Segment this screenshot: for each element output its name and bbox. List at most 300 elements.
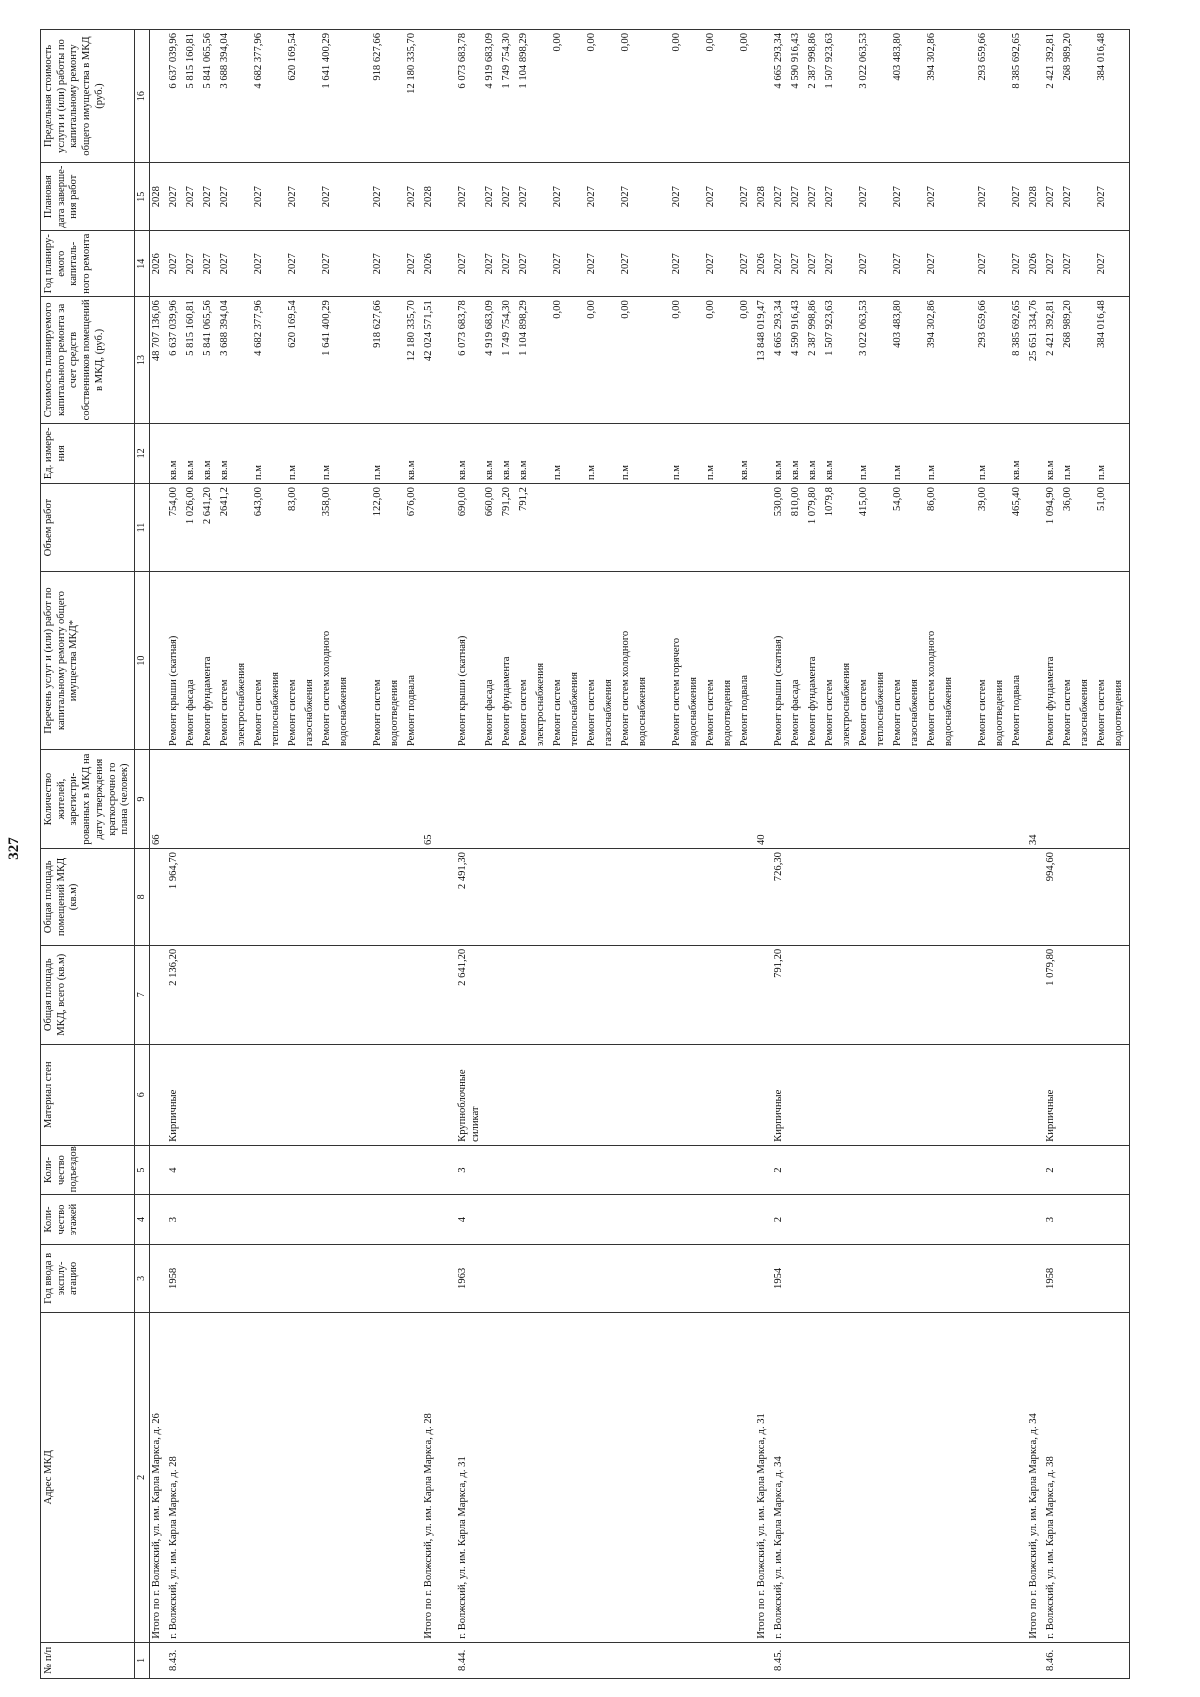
- residents-cell: [1112, 750, 1130, 849]
- rooms-area-cell: [755, 849, 772, 946]
- floors-cell: [303, 1195, 320, 1244]
- residents-cell: [354, 750, 371, 849]
- repair-cost-cell: [269, 297, 286, 423]
- wall-material-cell: [636, 1044, 653, 1145]
- work-type-cell: Ремонт систем: [1095, 572, 1112, 750]
- row-number: [320, 1642, 337, 1678]
- wall-material-cell: [585, 1044, 602, 1145]
- address-cell: [1112, 1312, 1130, 1642]
- unit-cell: п.м: [585, 423, 602, 483]
- max-cost-cell: 3 688 394,04: [218, 30, 235, 163]
- column-header: Перечень услуг и (или) работ по капитальному ремонту общего имущества МКД*: [41, 572, 135, 750]
- work-volume-cell: 2641,2: [218, 484, 235, 572]
- work-volume-cell: [303, 484, 320, 572]
- address-cell: [551, 1312, 568, 1642]
- total-area-cell: [993, 945, 1010, 1044]
- year-built-cell: [721, 1244, 738, 1312]
- total-area-cell: [235, 945, 252, 1044]
- address-cell: [1061, 1312, 1078, 1642]
- rooms-area-cell: [976, 849, 993, 946]
- wall-material-cell: [303, 1044, 320, 1145]
- column-number: 5: [134, 1145, 149, 1194]
- year-built-cell: [286, 1244, 303, 1312]
- work-type-cell: Ремонт систем: [891, 572, 908, 750]
- table-row: [772, 30, 789, 1679]
- repair-year-cell: [942, 231, 959, 297]
- row-number: [500, 1642, 517, 1678]
- wall-material-cell: [422, 1044, 439, 1145]
- work-volume-cell: 676,00: [405, 484, 422, 572]
- completion-year-cell: [874, 163, 891, 231]
- repair-cost-cell: 1 507 923,63: [823, 297, 840, 423]
- floors-cell: [925, 1195, 942, 1244]
- completion-year-cell: 2027: [286, 163, 303, 231]
- repair-year-cell: [439, 231, 456, 297]
- wall-material-cell: [534, 1044, 551, 1145]
- total-area-cell: [269, 945, 286, 1044]
- year-built-cell: [235, 1244, 252, 1312]
- total-area-cell: [687, 945, 704, 1044]
- row-number: [235, 1642, 252, 1678]
- table-row: [534, 30, 551, 1679]
- repair-year-cell: 2027: [976, 231, 993, 297]
- residents-cell: [908, 750, 925, 849]
- repair-year-cell: 2027: [456, 231, 483, 297]
- address-cell: [218, 1312, 235, 1642]
- year-built-cell: 1954: [772, 1244, 789, 1312]
- work-volume-cell: [840, 484, 857, 572]
- work-volume-cell: 465,40: [1010, 484, 1027, 572]
- wall-material-cell: [874, 1044, 891, 1145]
- entrances-cell: [993, 1145, 1010, 1194]
- rooms-area-cell: [551, 849, 568, 946]
- year-built-cell: [149, 1244, 167, 1312]
- unit-cell: кв.м: [1010, 423, 1027, 483]
- table-row: [636, 30, 653, 1679]
- work-type-cell: [653, 572, 670, 750]
- entrances-cell: [874, 1145, 891, 1194]
- address-cell: [789, 1312, 806, 1642]
- residents-cell: [184, 750, 201, 849]
- floors-cell: [857, 1195, 874, 1244]
- entrances-cell: [721, 1145, 738, 1194]
- max-cost-cell: 3 022 063,53: [857, 30, 874, 163]
- max-cost-cell: [1112, 30, 1130, 163]
- table-row: [439, 30, 456, 1679]
- residents-cell: [405, 750, 422, 849]
- row-number: [687, 1642, 704, 1678]
- row-number: [252, 1642, 269, 1678]
- max-cost-cell: 1 749 754,30: [500, 30, 517, 163]
- max-cost-cell: [534, 30, 551, 163]
- max-cost-cell: [269, 30, 286, 163]
- repair-cost-cell: [687, 297, 704, 423]
- row-number: 8.45.: [772, 1642, 789, 1678]
- work-volume-cell: [1027, 484, 1044, 572]
- residents-cell: [456, 750, 483, 849]
- total-area-cell: [201, 945, 218, 1044]
- address-cell: [908, 1312, 925, 1642]
- work-type-cell: водоотведения: [1112, 572, 1130, 750]
- repair-cost-cell: 12 180 335,70: [405, 297, 422, 423]
- work-volume-cell: [721, 484, 738, 572]
- row-number: [405, 1642, 422, 1678]
- repair-cost-cell: [636, 297, 653, 423]
- repair-year-cell: 2027: [167, 231, 184, 297]
- residents-cell: [568, 750, 585, 849]
- rooms-area-cell: [653, 849, 670, 946]
- floors-cell: [976, 1195, 993, 1244]
- max-cost-cell: [568, 30, 585, 163]
- year-built-cell: 1958: [167, 1244, 184, 1312]
- address-cell: [721, 1312, 738, 1642]
- address-cell: [704, 1312, 721, 1642]
- rooms-area-cell: [483, 849, 500, 946]
- rooms-area-cell: [439, 849, 456, 946]
- work-type-cell: Ремонт фундамента: [806, 572, 823, 750]
- table-row: [286, 30, 303, 1679]
- work-volume-cell: [653, 484, 670, 572]
- repair-cost-cell: [303, 297, 320, 423]
- total-area-cell: [942, 945, 959, 1044]
- address-cell: Итого по г. Волжский, ул. им. Карла Маркса, д. 26: [149, 1312, 167, 1642]
- rooms-area-cell: [823, 849, 840, 946]
- total-area-cell: [286, 945, 303, 1044]
- row-number: [942, 1642, 959, 1678]
- completion-year-cell: 2027: [551, 163, 568, 231]
- floors-cell: [670, 1195, 687, 1244]
- work-volume-cell: 54,00: [891, 484, 908, 572]
- entrances-cell: [534, 1145, 551, 1194]
- address-cell: [619, 1312, 636, 1642]
- completion-year-cell: [687, 163, 704, 231]
- max-cost-cell: [354, 30, 371, 163]
- repair-cost-cell: 0,00: [619, 297, 636, 423]
- residents-cell: [772, 750, 789, 849]
- work-volume-cell: 1 079,80: [806, 484, 823, 572]
- rooms-area-cell: [670, 849, 687, 946]
- unit-cell: кв.м: [167, 423, 184, 483]
- completion-year-cell: 2027: [738, 163, 755, 231]
- residents-cell: [602, 750, 619, 849]
- wall-material-cell: [891, 1044, 908, 1145]
- completion-year-cell: [235, 163, 252, 231]
- column-number: 11: [134, 484, 149, 572]
- residents-cell: [483, 750, 500, 849]
- year-built-cell: [891, 1244, 908, 1312]
- residents-cell: [823, 750, 840, 849]
- repair-cost-cell: 4 919 683,09: [483, 297, 500, 423]
- total-area-cell: [371, 945, 388, 1044]
- repair-cost-cell: [388, 297, 405, 423]
- residents-cell: [976, 750, 993, 849]
- residents-cell: [670, 750, 687, 849]
- residents-cell: [942, 750, 959, 849]
- year-built-cell: [320, 1244, 337, 1312]
- floors-cell: [320, 1195, 337, 1244]
- table-row: [891, 30, 908, 1679]
- row-number: [269, 1642, 286, 1678]
- repair-cost-cell: [235, 297, 252, 423]
- work-volume-cell: 754,00: [167, 484, 184, 572]
- row-number: [653, 1642, 670, 1678]
- address-cell: [670, 1312, 687, 1642]
- page-number: 327: [6, 837, 22, 860]
- address-cell: [252, 1312, 269, 1642]
- total-area-cell: [184, 945, 201, 1044]
- entrances-cell: [252, 1145, 269, 1194]
- repair-year-cell: [874, 231, 891, 297]
- residents-cell: [337, 750, 354, 849]
- rooms-area-cell: [422, 849, 439, 946]
- address-cell: [303, 1312, 320, 1642]
- max-cost-cell: [602, 30, 619, 163]
- residents-cell: [500, 750, 517, 849]
- row-number: [354, 1642, 371, 1678]
- work-volume-cell: 643,00: [252, 484, 269, 572]
- rooms-area-cell: [993, 849, 1010, 946]
- residents-cell: [252, 750, 269, 849]
- unit-cell: [908, 423, 925, 483]
- rooms-area-cell: [354, 849, 371, 946]
- year-built-cell: [755, 1244, 772, 1312]
- residents-cell: 65: [422, 750, 439, 849]
- floors-cell: [551, 1195, 568, 1244]
- work-volume-cell: 39,00: [976, 484, 993, 572]
- work-volume-cell: [636, 484, 653, 572]
- table-row: [602, 30, 619, 1679]
- rooms-area-cell: [602, 849, 619, 946]
- completion-year-cell: 2027: [1095, 163, 1112, 231]
- work-volume-cell: [551, 484, 568, 572]
- wall-material-cell: [1112, 1044, 1130, 1145]
- year-built-cell: [1095, 1244, 1112, 1312]
- address-cell: [1078, 1312, 1095, 1642]
- completion-year-cell: 2027: [517, 163, 534, 231]
- completion-year-cell: [534, 163, 551, 231]
- wall-material-cell: [184, 1044, 201, 1145]
- repair-year-cell: 2027: [201, 231, 218, 297]
- residents-cell: [1044, 750, 1061, 849]
- repair-year-cell: 2027: [405, 231, 422, 297]
- floors-cell: [517, 1195, 534, 1244]
- floors-cell: [149, 1195, 167, 1244]
- residents-cell: [653, 750, 670, 849]
- max-cost-cell: [149, 30, 167, 163]
- year-built-cell: [806, 1244, 823, 1312]
- row-number: [1095, 1642, 1112, 1678]
- repair-cost-cell: [653, 297, 670, 423]
- floors-cell: 4: [456, 1195, 483, 1244]
- work-volume-cell: [534, 484, 551, 572]
- entrances-cell: [959, 1145, 976, 1194]
- wall-material-cell: [789, 1044, 806, 1145]
- unit-cell: [388, 423, 405, 483]
- work-volume-cell: 791,2: [517, 484, 534, 572]
- repair-year-cell: [602, 231, 619, 297]
- repair-cost-cell: 4 590 916,43: [789, 297, 806, 423]
- repair-cost-cell: [568, 297, 585, 423]
- work-volume-cell: 530,00: [772, 484, 789, 572]
- completion-year-cell: 2027: [500, 163, 517, 231]
- completion-year-cell: 2027: [405, 163, 422, 231]
- work-type-cell: Ремонт систем: [371, 572, 388, 750]
- row-number: [908, 1642, 925, 1678]
- work-volume-cell: [149, 484, 167, 572]
- wall-material-cell: [959, 1044, 976, 1145]
- repair-plan-table: [40, 29, 1130, 1679]
- table-row: [789, 30, 806, 1679]
- repair-cost-cell: [993, 297, 1010, 423]
- unit-cell: кв.м: [806, 423, 823, 483]
- column-number: 16: [134, 30, 149, 163]
- entrances-cell: [840, 1145, 857, 1194]
- address-cell: [687, 1312, 704, 1642]
- table-row: [1095, 30, 1112, 1679]
- repair-year-cell: 2027: [1095, 231, 1112, 297]
- work-type-cell: водоснабжения: [636, 572, 653, 750]
- table-row: [551, 30, 568, 1679]
- year-built-cell: [534, 1244, 551, 1312]
- work-volume-cell: [687, 484, 704, 572]
- max-cost-cell: 918 627,66: [371, 30, 388, 163]
- total-area-cell: [585, 945, 602, 1044]
- address-cell: [1010, 1312, 1027, 1642]
- completion-year-cell: [959, 163, 976, 231]
- year-built-cell: [738, 1244, 755, 1312]
- row-number: [959, 1642, 976, 1678]
- residents-cell: [303, 750, 320, 849]
- unit-cell: [755, 423, 772, 483]
- year-built-cell: [636, 1244, 653, 1312]
- entrances-cell: [670, 1145, 687, 1194]
- column-number-row: [134, 30, 149, 1679]
- rooms-area-cell: [286, 849, 303, 946]
- column-header: Адрес МКД: [41, 1312, 135, 1642]
- work-type-cell: [439, 572, 456, 750]
- table-row: [653, 30, 670, 1679]
- max-cost-cell: 4 590 916,43: [789, 30, 806, 163]
- max-cost-cell: 384 016,48: [1095, 30, 1112, 163]
- residents-cell: [925, 750, 942, 849]
- table-row: [942, 30, 959, 1679]
- work-volume-cell: 2 641,20: [201, 484, 218, 572]
- max-cost-cell: [303, 30, 320, 163]
- repair-year-cell: 2026: [149, 231, 167, 297]
- repair-year-cell: 2026: [755, 231, 772, 297]
- address-cell: [371, 1312, 388, 1642]
- wall-material-cell: [354, 1044, 371, 1145]
- repair-year-cell: 2027: [371, 231, 388, 297]
- residents-cell: 66: [149, 750, 167, 849]
- residents-cell: [167, 750, 184, 849]
- completion-year-cell: 2027: [320, 163, 337, 231]
- total-area-cell: [840, 945, 857, 1044]
- rooms-area-cell: [269, 849, 286, 946]
- table-row: [857, 30, 874, 1679]
- row-number: 8.43.: [167, 1642, 184, 1678]
- column-number: 14: [134, 231, 149, 297]
- work-type-cell: Ремонт систем: [1061, 572, 1078, 750]
- address-cell: [534, 1312, 551, 1642]
- unit-cell: кв.м: [201, 423, 218, 483]
- year-built-cell: [354, 1244, 371, 1312]
- wall-material-cell: [993, 1044, 1010, 1145]
- column-number: 12: [134, 423, 149, 483]
- work-volume-cell: 36,00: [1061, 484, 1078, 572]
- total-area-cell: 1 079,80: [1044, 945, 1061, 1044]
- row-number: [218, 1642, 235, 1678]
- repair-cost-cell: 2 421 392,81: [1044, 297, 1061, 423]
- repair-year-cell: 2027: [286, 231, 303, 297]
- column-header: Год планиру-емого капиталь-ного ремонта: [41, 231, 135, 297]
- total-area-cell: [823, 945, 840, 1044]
- work-volume-cell: [235, 484, 252, 572]
- column-header: Предельная стоимость услуги и (или) работы по капитальному ремонту общего имущества в МКД (руб.): [41, 30, 135, 163]
- unit-cell: [602, 423, 619, 483]
- entrances-cell: [201, 1145, 218, 1194]
- floors-cell: [636, 1195, 653, 1244]
- floors-cell: [184, 1195, 201, 1244]
- floors-cell: [891, 1195, 908, 1244]
- entrances-cell: [1078, 1145, 1095, 1194]
- row-number: [286, 1642, 303, 1678]
- repair-year-cell: 2027: [925, 231, 942, 297]
- total-area-cell: [551, 945, 568, 1044]
- max-cost-cell: [908, 30, 925, 163]
- row-number: [422, 1642, 439, 1678]
- unit-cell: [959, 423, 976, 483]
- repair-cost-cell: 6 637 039,96: [167, 297, 184, 423]
- floors-cell: [483, 1195, 500, 1244]
- completion-year-cell: 2027: [218, 163, 235, 231]
- wall-material-cell: [823, 1044, 840, 1145]
- total-area-cell: [439, 945, 456, 1044]
- repair-year-cell: [388, 231, 405, 297]
- row-number: [704, 1642, 721, 1678]
- completion-year-cell: [388, 163, 405, 231]
- total-area-cell: [1027, 945, 1044, 1044]
- work-volume-cell: [959, 484, 976, 572]
- repair-year-cell: [303, 231, 320, 297]
- work-type-cell: Ремонт систем: [585, 572, 602, 750]
- entrances-cell: [602, 1145, 619, 1194]
- residents-cell: 40: [755, 750, 772, 849]
- entrances-cell: [755, 1145, 772, 1194]
- wall-material-cell: [925, 1044, 942, 1145]
- entrances-cell: [619, 1145, 636, 1194]
- repair-year-cell: 2027: [823, 231, 840, 297]
- rooms-area-cell: [721, 849, 738, 946]
- address-cell: [738, 1312, 755, 1642]
- table-row: [405, 30, 422, 1679]
- table-row: [149, 30, 167, 1679]
- repair-cost-cell: 2 387 998,86: [806, 297, 823, 423]
- unit-cell: [269, 423, 286, 483]
- repair-year-cell: 2027: [891, 231, 908, 297]
- row-number: [517, 1642, 534, 1678]
- rooms-area-cell: [857, 849, 874, 946]
- total-area-cell: [388, 945, 405, 1044]
- max-cost-cell: 6 637 039,96: [167, 30, 184, 163]
- unit-cell: п.м: [1095, 423, 1112, 483]
- address-cell: [857, 1312, 874, 1642]
- unit-cell: [337, 423, 354, 483]
- repair-year-cell: [269, 231, 286, 297]
- work-type-cell: теплоснабжения: [874, 572, 891, 750]
- unit-cell: [653, 423, 670, 483]
- max-cost-cell: [337, 30, 354, 163]
